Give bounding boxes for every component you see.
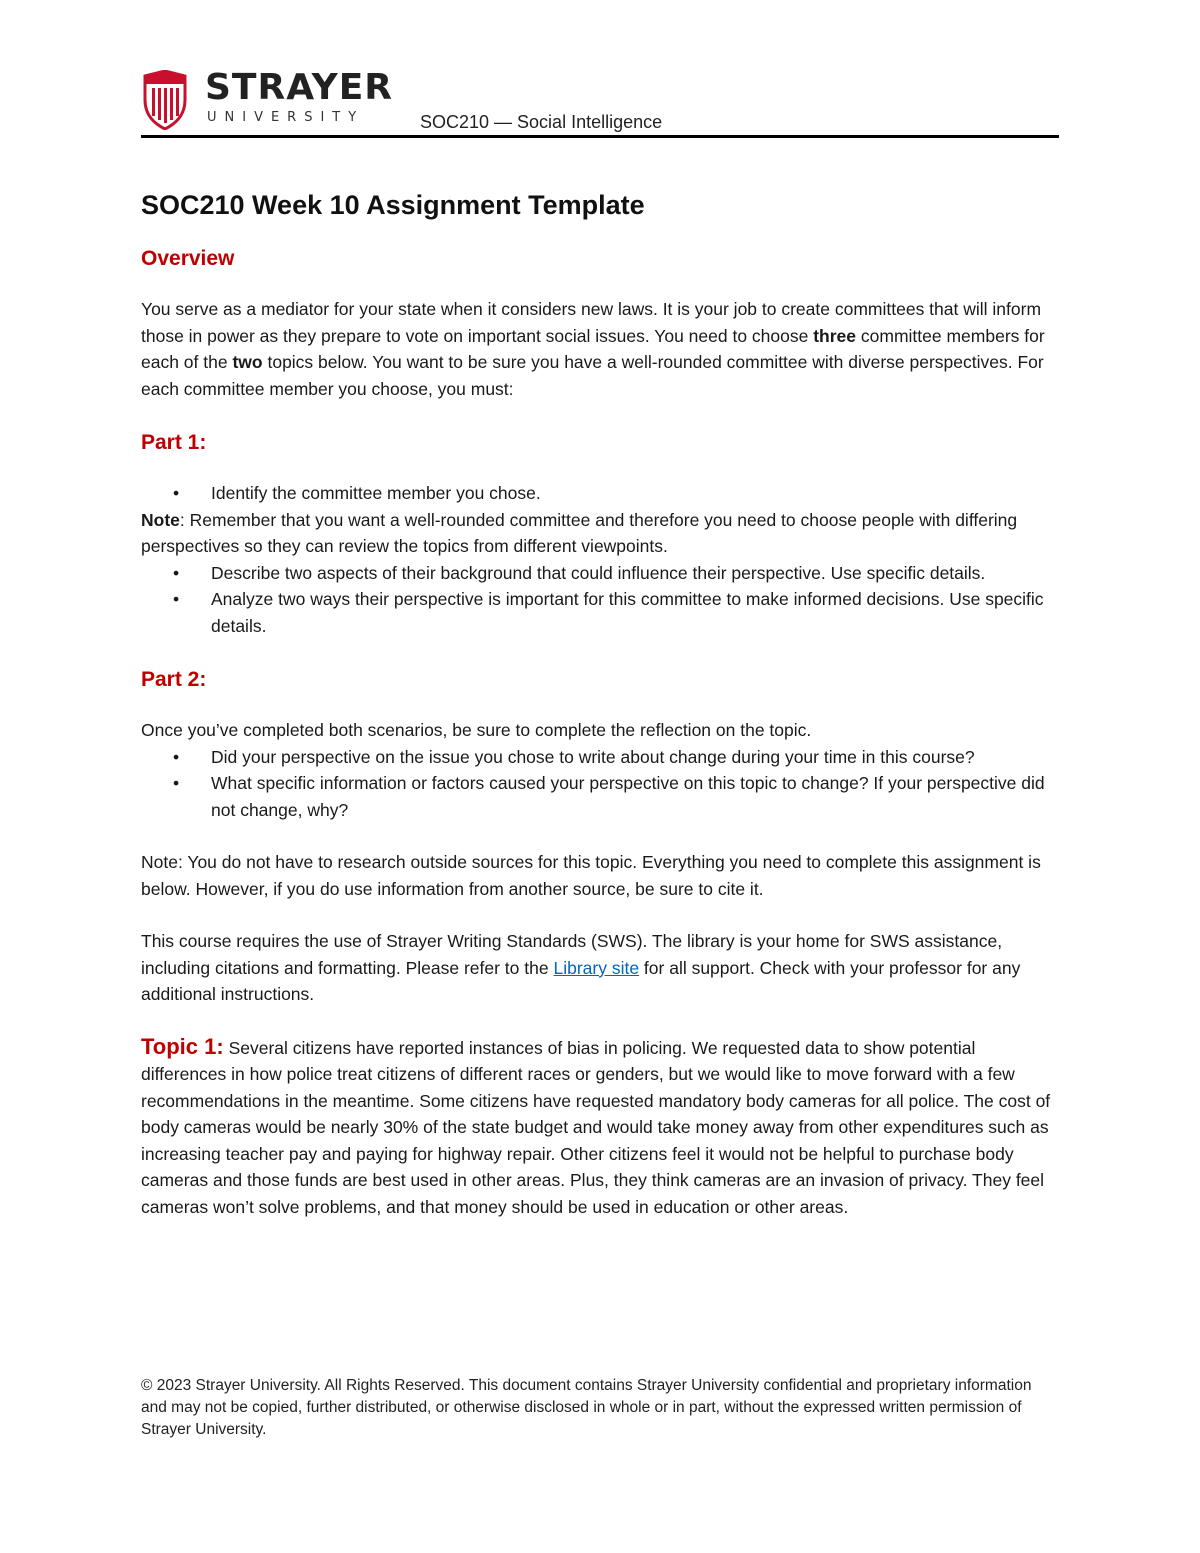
- sws-text: This course requires the use of Strayer Writing Standards (SWS). The library is your home for SWS assistance, including citations and formatting. Please refer to the: [141, 931, 1003, 978]
- course-title: SOC210 — Social Intelligence: [420, 112, 663, 132]
- part1-list-continued: [141, 560, 1061, 640]
- header-divider: [141, 135, 1059, 138]
- overview-text: You serve as a mediator for your state when it considers new laws. It is your job to create committees that will inform those in power as they prepare to vote on important social issues. You need to choose: [141, 299, 1042, 346]
- overview-paragraph: [141, 296, 1061, 402]
- list-item: • Did your perspective on the issue you chose to write about change during your time in this course?: [211, 744, 1061, 771]
- overview-text: committee members for each of the: [141, 325, 1045, 372]
- topic1-label: Topic 1:: [141, 1033, 224, 1059]
- logo-subtitle: UNIVERSITY: [207, 110, 365, 125]
- emphasis-two: two: [232, 352, 263, 372]
- sws-text: for all support. Check with your professor for any additional instructions.: [141, 957, 1021, 1004]
- topic1-paragraph: [141, 1034, 1061, 1221]
- part2-intro: Once you’ve completed both scenarios, be sure to complete the reflection on the topic.: [141, 720, 812, 740]
- document-title: SOC210 Week 10 Assignment Template: [141, 190, 645, 220]
- note-label: Note: [141, 509, 180, 530]
- topic1-text: Several citizens have reported instances of bias in policing. We requested data to show potential differences in how police treat citizens of different races or genders, but we would like to move forward with a few recommendations in the meantime. Some citizens have requested mandatory body cameras for all police. The cost of body cameras would be nearly 30% of the state budget and would take money away from other expenditures such as increasing teacher pay and paying for highway repair. Other citizens feel it would not be helpful to purchase body cameras and those funds are best used in other areas. Plus, they think cameras are an invasion of privacy. They feel cameras won’t solve problems, and that money should be used in education or other areas.: [141, 1037, 1051, 1217]
- copyright-footer: © 2023 Strayer University. All Rights Reserved. This document contains Strayer University confidential and proprietary information and may not be copied, further distributed, or otherwise disclosed in whole or in part, without the expressed written permission of Strayer University.: [141, 1377, 1032, 1438]
- part2-heading: Part 2:: [141, 668, 207, 691]
- list-item: • What specific information or factors caused your perspective on this topic to change? If your perspective did not change, why?: [211, 770, 1061, 823]
- research-note: Note: You do not have to research outside sources for this topic. Everything you need to complete this assignment is below. However, if you do use information from another source, be sure to cite it.: [141, 852, 1041, 899]
- document-body: [141, 186, 1061, 1220]
- sws-paragraph: [141, 928, 1061, 1008]
- overview-heading: Overview: [141, 247, 235, 270]
- page-header: [141, 68, 1059, 140]
- part1-heading: Part 1:: [141, 431, 207, 454]
- list-item: • Describe two aspects of their background that could influence their perspective. Use specific details.: [211, 560, 1061, 587]
- logo-wordmark: STRAYER: [205, 67, 394, 108]
- emphasis-three: three: [813, 325, 857, 346]
- overview-text: topics below. You want to be sure you have a well-rounded committee with diverse perspectives. For each committee member you choose, you must:: [141, 352, 1044, 399]
- library-site-link[interactable]: Library site: [553, 957, 640, 978]
- note-text: : Remember that you want a well-rounded committee and therefore you need to choose people with differing perspectives so they can review the topics from different viewpoints.: [141, 509, 1018, 556]
- list-item: • Analyze two ways their perspective is important for this committee to make informed decisions. Use specific details.: [211, 586, 1061, 639]
- part1-note: [141, 507, 1061, 560]
- list-item: • Identify the committee member you chose.: [211, 480, 1061, 507]
- part1-list: [141, 480, 1061, 507]
- shield-icon: [141, 70, 189, 130]
- part2-list: [141, 744, 1061, 824]
